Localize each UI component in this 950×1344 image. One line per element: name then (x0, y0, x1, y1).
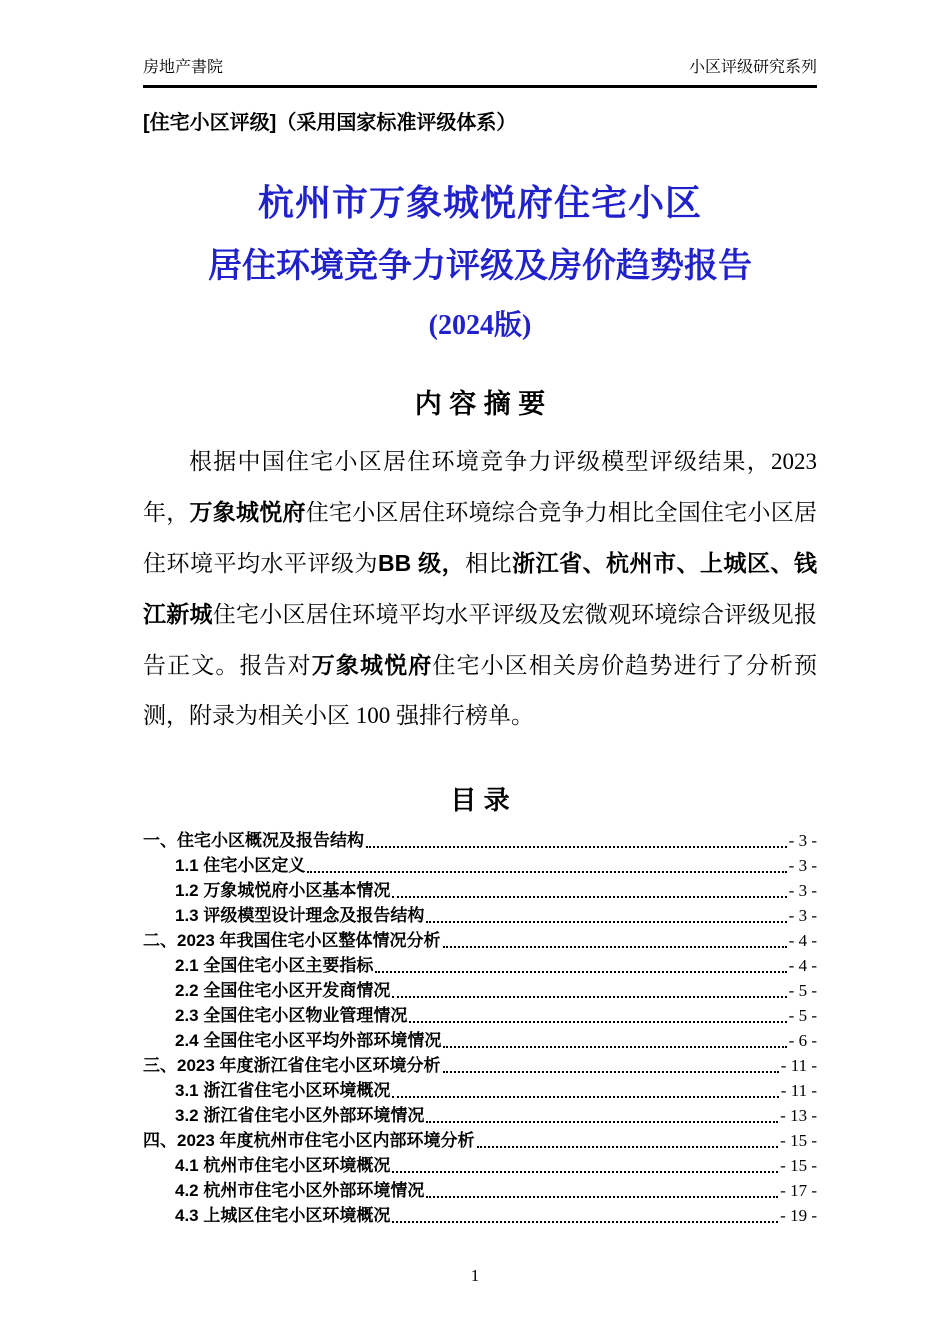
toc-entry-page: - 3 - (788, 881, 817, 900)
toc-entry-page: - 3 - (788, 831, 817, 850)
toc-entry (143, 1052, 817, 1077)
toc-entry (143, 1152, 817, 1177)
toc-heading: 目 录 (450, 785, 510, 815)
toc-entry-label: 2.2 全国住宅小区开发商情况 (175, 981, 391, 1000)
toc-dotted-leader (392, 1096, 778, 1098)
abstract-bold-text: 万象城悦府 (311, 652, 433, 678)
toc-dotted-leader (443, 946, 787, 948)
running-header (143, 58, 817, 88)
toc-entry-page: - 4 - (788, 956, 817, 975)
toc-dotted-leader (392, 996, 786, 998)
report-title-line2: 居住环境竞争力评级及房价趋势报告 (208, 248, 752, 285)
toc-entry-label: 2.3 全国住宅小区物业管理情况 (175, 1006, 408, 1025)
toc-entry-label: 1.3 评级模型设计理念及报告结构 (175, 906, 425, 925)
toc-dotted-leader (375, 971, 786, 973)
toc-entry-label: 4.2 杭州市住宅小区外部环境情况 (175, 1181, 425, 1200)
toc-dotted-leader (477, 1146, 779, 1148)
toc-entry-label: 3.1 浙江省住宅小区环境概况 (175, 1081, 391, 1100)
toc-entry (143, 952, 817, 977)
abstract-bold-text: BB 级， (377, 550, 466, 576)
toc-entry-page: - 6 - (788, 1031, 817, 1050)
rating-system-note: [住宅小区评级]（采用国家标准评级体系） (143, 112, 517, 134)
toc-list (143, 827, 817, 1227)
header-left-text: 房地产書院 (143, 59, 224, 76)
toc-entry-label: 3.2 浙江省住宅小区外部环境情况 (175, 1106, 425, 1125)
toc-entry-label: 四、2023 年度杭州市住宅小区内部环境分析 (143, 1131, 475, 1150)
toc-entry-label: 2.1 全国住宅小区主要指标 (175, 956, 374, 975)
toc-entry-label: 1.1 住宅小区定义 (175, 856, 306, 875)
toc-entry (143, 877, 817, 902)
toc-entry-page: - 5 - (788, 1006, 817, 1025)
abstract-bold-text: 浙江省、杭州市、上城区、钱江新城 (143, 550, 818, 627)
toc-entry (143, 1077, 817, 1102)
toc-dotted-leader (366, 846, 787, 848)
toc-dotted-leader (443, 1046, 786, 1048)
toc-entry-page: - 4 - (788, 931, 817, 950)
toc-dotted-leader (426, 921, 786, 923)
abstract-text: 住宅小区居住环境综合竞争力相比全国住宅小区居住环境平均水平评级为 (143, 500, 817, 576)
toc-dotted-leader (392, 896, 786, 898)
page-number: 1 (470, 1266, 480, 1285)
toc-entry-page: - 11 - (780, 1056, 817, 1075)
toc-entry-page: - 15 - (780, 1156, 817, 1175)
toc-entry (143, 852, 817, 877)
toc-entry-page: - 13 - (780, 1106, 817, 1125)
toc-dotted-leader (392, 1221, 778, 1223)
abstract-text: 根据中国住宅小区居住环境竞争力评级模型评级结果，2023 年， (143, 449, 817, 525)
toc-entry-page: - 11 - (780, 1081, 817, 1100)
toc-dotted-leader (409, 1021, 786, 1023)
toc-entry-label: 1.2 万象城悦府小区基本情况 (175, 881, 391, 900)
toc-entry (143, 1002, 817, 1027)
toc-dotted-leader (426, 1196, 778, 1198)
report-title-edition: (2024版) (428, 310, 532, 341)
toc-entry (143, 1202, 817, 1227)
toc-entry-page: - 15 - (780, 1131, 817, 1150)
toc-entry (143, 1102, 817, 1127)
toc-entry-label: 一、住宅小区概况及报告结构 (143, 831, 364, 850)
toc-entry-page: - 3 - (788, 906, 817, 925)
toc-entry-label: 4.1 杭州市住宅小区环境概况 (175, 1156, 391, 1175)
abstract-heading: 内 容 摘 要 (414, 389, 546, 419)
abstract-paragraph (143, 437, 817, 741)
toc-entry-label: 2.4 全国住宅小区平均外部环境情况 (175, 1031, 442, 1050)
report-title-line1: 杭州市万象城悦府住宅小区 (257, 183, 702, 223)
abstract-text: 相比 (465, 551, 513, 576)
toc-entry (143, 1127, 817, 1152)
toc-entry (143, 977, 817, 1002)
toc-entry-label: 二、2023 年我国住宅小区整体情况分析 (143, 931, 441, 950)
toc-entry (143, 927, 817, 952)
toc-entry-page: - 17 - (780, 1181, 817, 1200)
toc-dotted-leader (426, 1121, 778, 1123)
toc-entry (143, 1027, 817, 1052)
abstract-text: 住宅小区居住环境平均水平评级及宏微观环境综合评级见报告正文。报告对 (143, 602, 817, 678)
toc-entry-page: - 5 - (788, 981, 817, 1000)
toc-entry (143, 902, 817, 927)
toc-dotted-leader (443, 1071, 779, 1073)
toc-entry-label: 三、2023 年度浙江省住宅小区环境分析 (143, 1056, 441, 1075)
toc-entry (143, 827, 817, 852)
abstract-text: 住宅小区相关房价趋势进行了分析预测，附录为相关小区 100 强排行榜单。 (143, 653, 818, 728)
abstract-bold-text: 万象城悦府 (189, 499, 306, 525)
toc-dotted-leader (307, 871, 786, 873)
toc-entry-page: - 19 - (780, 1206, 817, 1225)
toc-entry-label: 4.3 上城区住宅小区环境概况 (175, 1206, 391, 1225)
toc-entry-page: - 3 - (788, 856, 817, 875)
header-right-text: 小区评级研究系列 (688, 59, 817, 76)
toc-dotted-leader (392, 1171, 778, 1173)
report-title (143, 183, 817, 343)
toc-entry (143, 1177, 817, 1202)
